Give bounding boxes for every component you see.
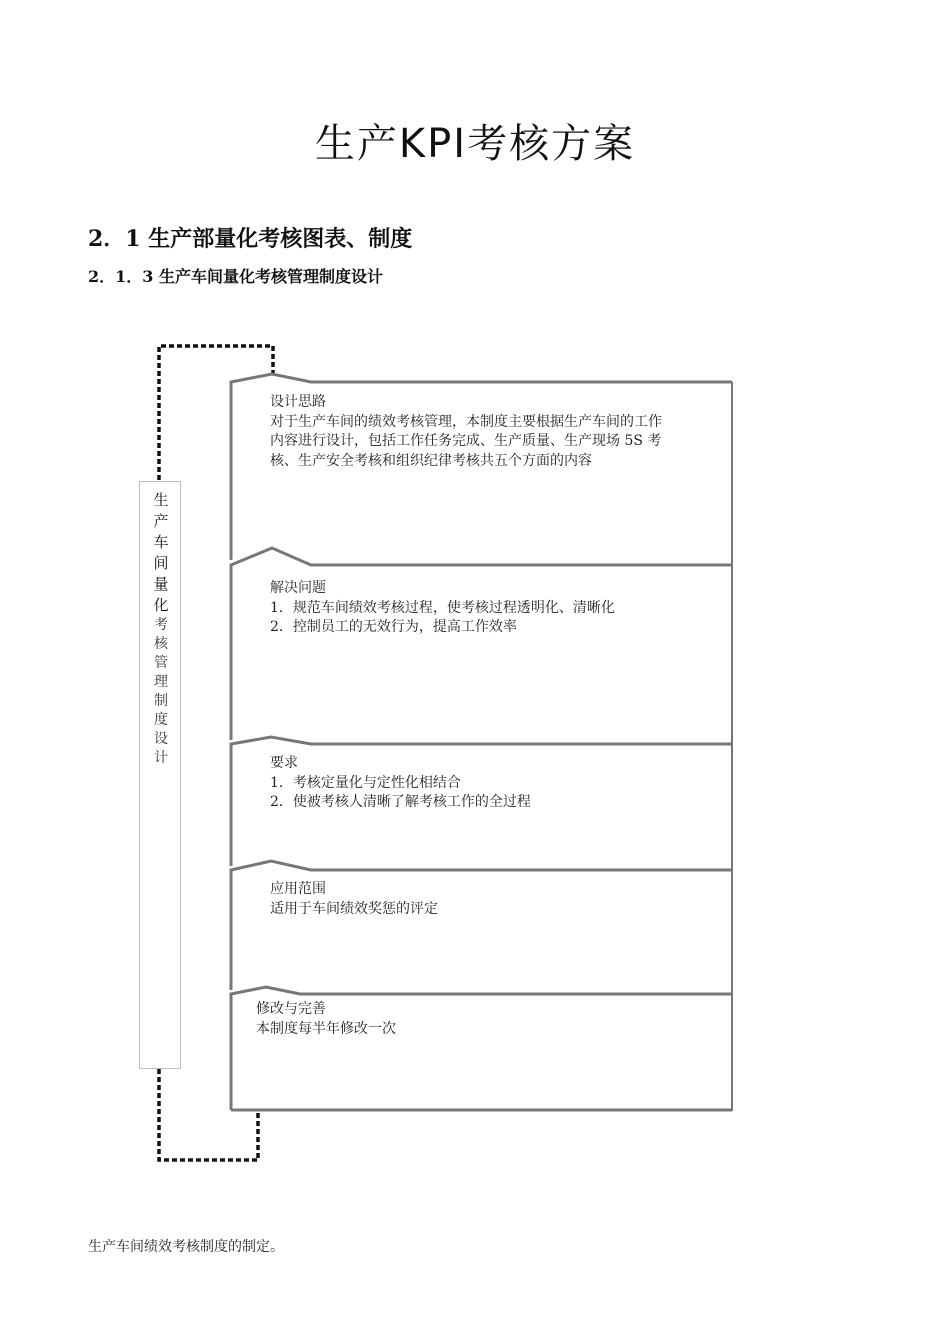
- vertical-char: 生: [153, 491, 169, 509]
- vertical-char: 设: [154, 731, 168, 747]
- panel-heading: 应用范围: [270, 881, 326, 897]
- panel-line: 对于生产车间的绩效考核管理，本制度主要根据生产车间的工作: [270, 413, 662, 430]
- panel-line: 适用于车间绩效奖惩的评定: [270, 900, 438, 917]
- vertical-char: 产: [153, 512, 169, 530]
- panel-line: 本制度每半年修改一次: [256, 1020, 396, 1037]
- vertical-char: 制: [154, 693, 168, 709]
- vertical-char: 管: [154, 655, 168, 671]
- vertical-char: 量: [153, 575, 169, 593]
- panel-line: 核、生产安全考核和组织纪律考核共五个方面的内容: [270, 452, 592, 469]
- vertical-char: 核: [154, 636, 168, 652]
- vertical-char: 车: [153, 533, 169, 551]
- panel-scope: [270, 880, 725, 919]
- vertical-char: 理: [154, 674, 168, 690]
- subsection-heading: 2．1．3 生产车间量化考核管理制度设计: [88, 267, 383, 286]
- panel-line: 2．使被考核人清晰了解考核工作的全过程: [270, 794, 531, 810]
- vertical-char: 计: [154, 750, 168, 766]
- panel-outline-2: [231, 548, 732, 740]
- vertical-char: 度: [154, 712, 168, 728]
- panel-heading: 设计思路: [270, 394, 326, 410]
- panel-line: 内容进行设计，包括工作任务完成、生产质量、生产现场 5S 考: [270, 433, 662, 449]
- section-heading: 2．1 生产部量化考核图表、制度: [88, 226, 413, 252]
- vertical-char: 化: [153, 596, 169, 614]
- panel-heading: 修改与完善: [256, 1001, 326, 1017]
- panel-heading: 要求: [270, 755, 298, 771]
- panel-heading: 解决问题: [270, 580, 326, 596]
- vertical-char: 间: [153, 554, 169, 572]
- caption-text: 生产车间绩效考核制度的制定。: [88, 1239, 284, 1255]
- dashed-connector-top: [159, 346, 273, 480]
- vertical-label-box: [139, 481, 181, 1069]
- panel-line: 2．控制员工的无效行为，提高工作效率: [270, 619, 517, 635]
- panel-line: 1．考核定量化与定性化相结合: [270, 774, 461, 791]
- vertical-char: 考: [154, 617, 168, 633]
- panel-line: 1．规范车间绩效考核过程，使考核过程透明化、清晰化: [270, 599, 615, 616]
- panel-design-idea: [270, 393, 725, 471]
- panel-problems-solved: [270, 579, 725, 638]
- panel-revision: [256, 1000, 716, 1039]
- panel-requirements: [270, 754, 725, 813]
- vertical-label-text: [140, 490, 182, 768]
- document-title: 生产KPI考核方案: [314, 121, 636, 167]
- dashed-connector-bottom: [159, 1069, 258, 1160]
